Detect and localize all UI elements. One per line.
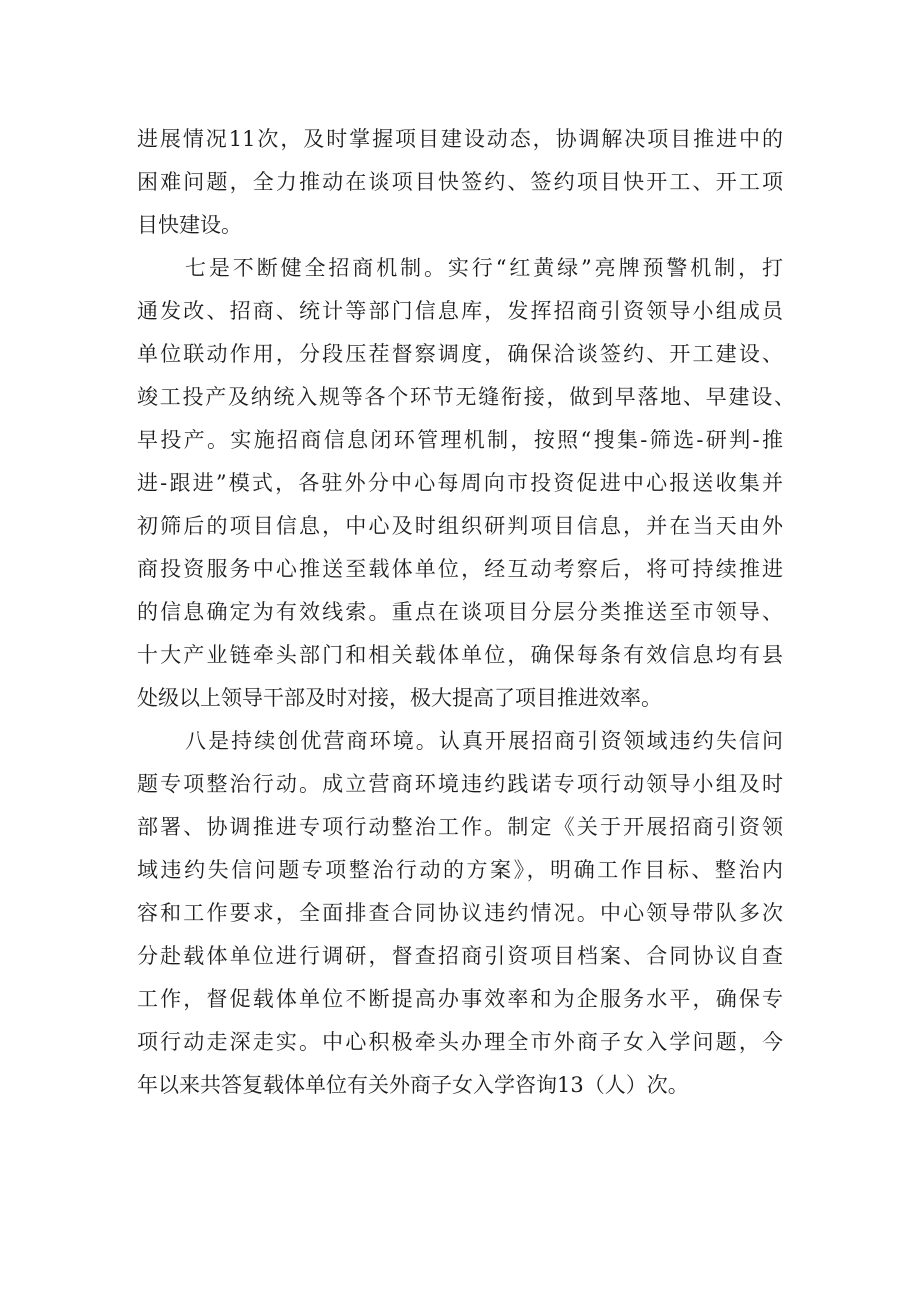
text-line: 单位联动作用，分段压茬督察调度，确保洽谈签约、开工建设、 [137,342,783,366]
text-line: 七是不断健全招商机制。实行“红黄绿”亮牌预警机制，打 [185,256,783,280]
text-line: 十大产业链牵头部门和相关载体单位，确保每条有效信息均有县 [137,643,783,667]
text-line: 容和工作要求，全面排查合同协议违约情况。中心领导带队多次 [137,901,783,925]
text-line: 进展情况11次，及时掌握项目建设动态，协调解决项目推进中的 [137,127,783,151]
text-line: 域违约失信问题专项整治行动的方案》，明确工作目标、整治内 [137,858,783,882]
text-line: 八是持续创优营商环境。认真开展招商引资领域违约失信问 [185,729,783,753]
text-line: 竣工投产及纳统入规等各个环节无缝衔接，做到早落地、早建设、 [137,385,795,409]
paragraph-business-environment [137,720,797,1107]
text-line: 的信息确定为有效线索。重点在谈项目分层分类推送至市领导、 [137,600,783,624]
text-line: 早投产。实施招商信息闭环管理机制，按照“搜集-筛选-研判-推 [137,428,783,452]
text-line: 困难问题，全力推动在谈项目快签约、签约项目快开工、开工项 [137,170,783,194]
text-line: 处级以上领导干部及时对接，极大提高了项目推进效率。 [137,686,662,710]
text-line: 分赴载体单位进行调研，督查招商引资项目档案、合同协议自查 [137,944,783,968]
paragraph-progress-tracking [137,118,797,247]
text-line: 通发改、招商、统计等部门信息库，发挥招商引资领导小组成员 [137,299,783,323]
text-line: 年以来共答复载体单位有关外商子女入学咨询13（人）次。 [137,1073,689,1097]
document-body [137,118,797,1107]
text-line: 部署、协调推进专项行动整治工作。制定《关于开展招商引资领 [137,815,783,839]
text-line: 初筛后的项目信息，中心及时组织研判项目信息，并在当天由外 [137,514,783,538]
text-line: 题专项整治行动。成立营商环境违约践诺专项行动领导小组及时 [137,772,783,796]
text-line: 项行动走深走实。中心积极牵头办理全市外商子女入学问题，今 [137,1030,783,1054]
text-line: 进-跟进”模式，各驻外分中心每周向市投资促进中心报送收集并 [137,471,783,495]
text-line: 目快建设。 [137,213,242,237]
text-line: 商投资服务中心推送至载体单位，经互动考察后，将可持续推进 [137,557,783,581]
paragraph-investment-mechanism [137,247,797,720]
text-line: 工作，督促载体单位不断提高办事效率和为企服务水平，确保专 [137,987,783,1011]
